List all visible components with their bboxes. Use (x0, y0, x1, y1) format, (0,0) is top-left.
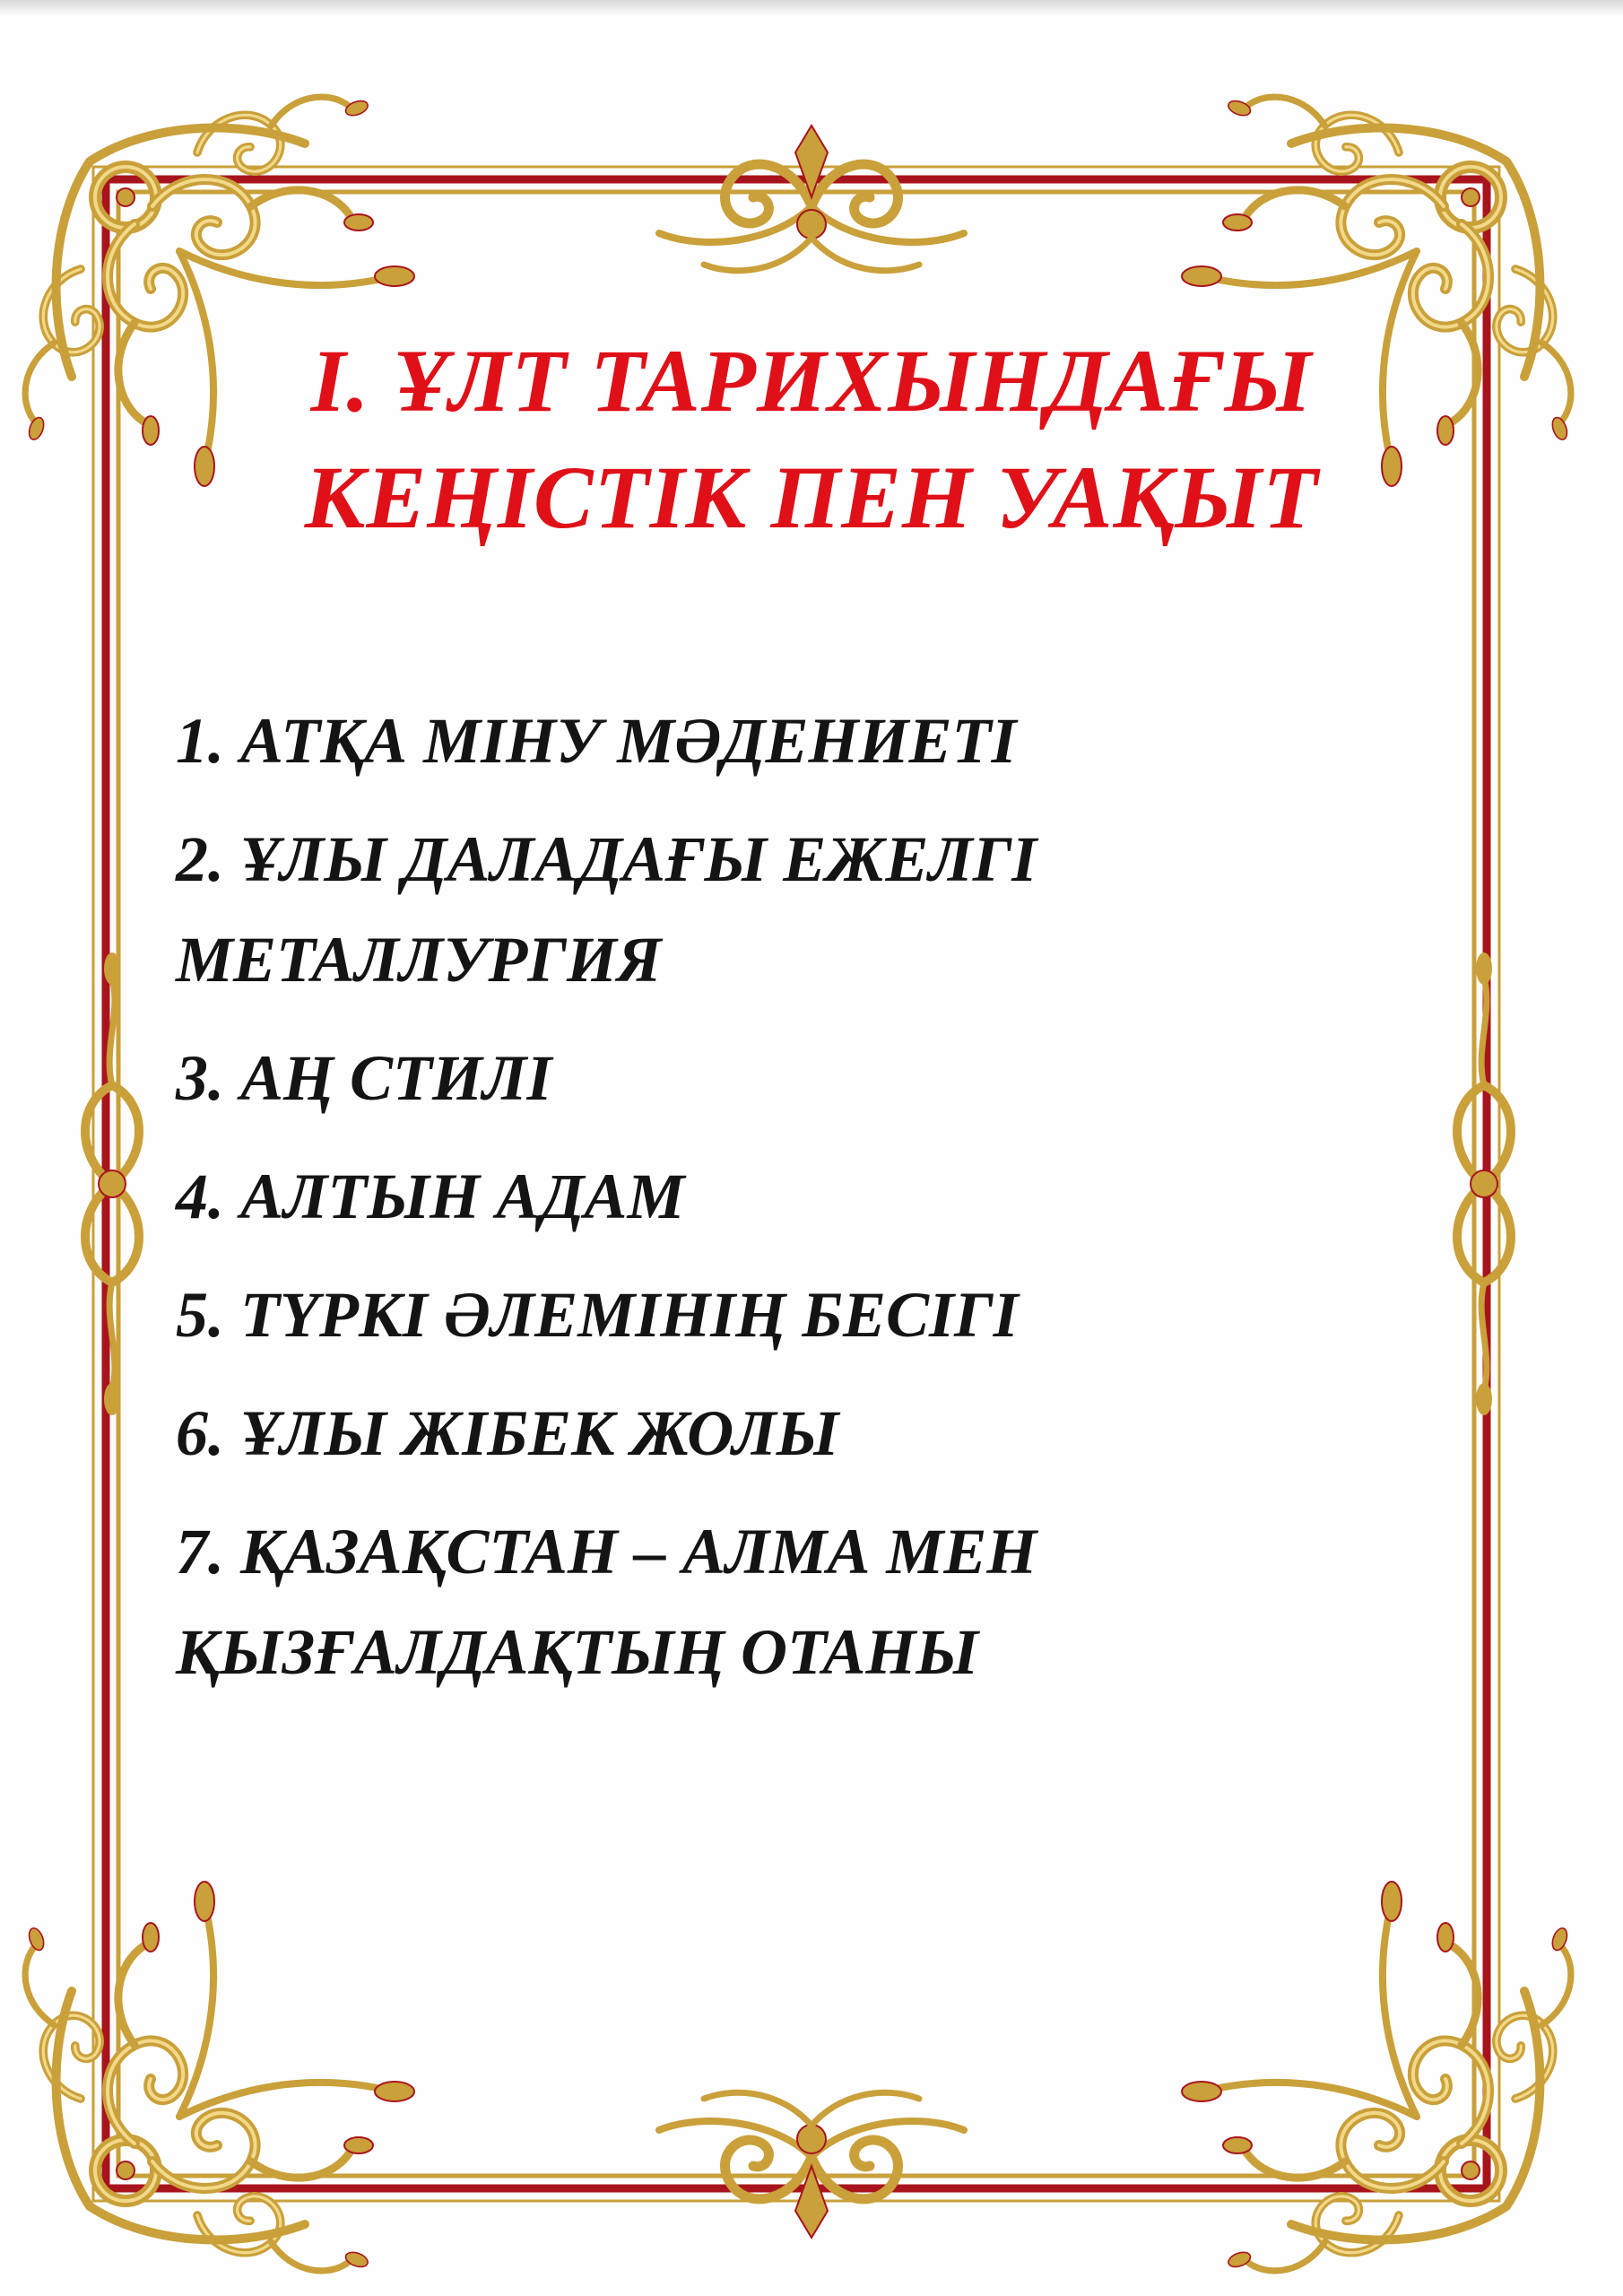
topic-text: 2. ҰЛЫ ДАЛАДАҒЫ ЕЖЕЛГІ (176, 823, 1037, 895)
topic-item-6 (176, 1383, 1386, 1483)
topic-list (176, 691, 1386, 1720)
topic-text: 6. ҰЛЫ ЖІБЕК ЖОЛЫ (176, 1397, 839, 1469)
topic-text-continued: МЕТАЛЛУРГИЯ (176, 924, 662, 996)
topic-item-2 (176, 809, 1386, 1010)
topic-text: 3. АҢ СТИЛІ (176, 1042, 552, 1114)
topic-text: 7. ҚАЗАҚСТАН – АЛМА МЕН (176, 1516, 1037, 1587)
topic-text-continued: ҚЫЗҒАЛДАҚТЫҢ ОТАНЫ (176, 1616, 979, 1688)
topic-text: 1. АТҚА МІНУ МӘДЕНИЕТІ (176, 705, 1017, 777)
topic-item-4 (176, 1146, 1386, 1247)
topic-text: 5. ТҮРКІ ӘЛЕМІНІҢ БЕСІГІ (176, 1279, 1019, 1351)
page-title-line-2: КЕҢІСТІК ПЕН УАҚЫТ (304, 448, 1319, 547)
topic-item-3 (176, 1028, 1386, 1128)
page-title-line-1: І. ҰЛТ ТАРИХЫНДАҒЫ (310, 331, 1313, 430)
topic-item-5 (176, 1265, 1386, 1365)
topic-item-1 (176, 691, 1386, 791)
topic-item-7 (176, 1501, 1386, 1702)
topic-text: 4. АЛТЫН АДАМ (176, 1161, 685, 1232)
